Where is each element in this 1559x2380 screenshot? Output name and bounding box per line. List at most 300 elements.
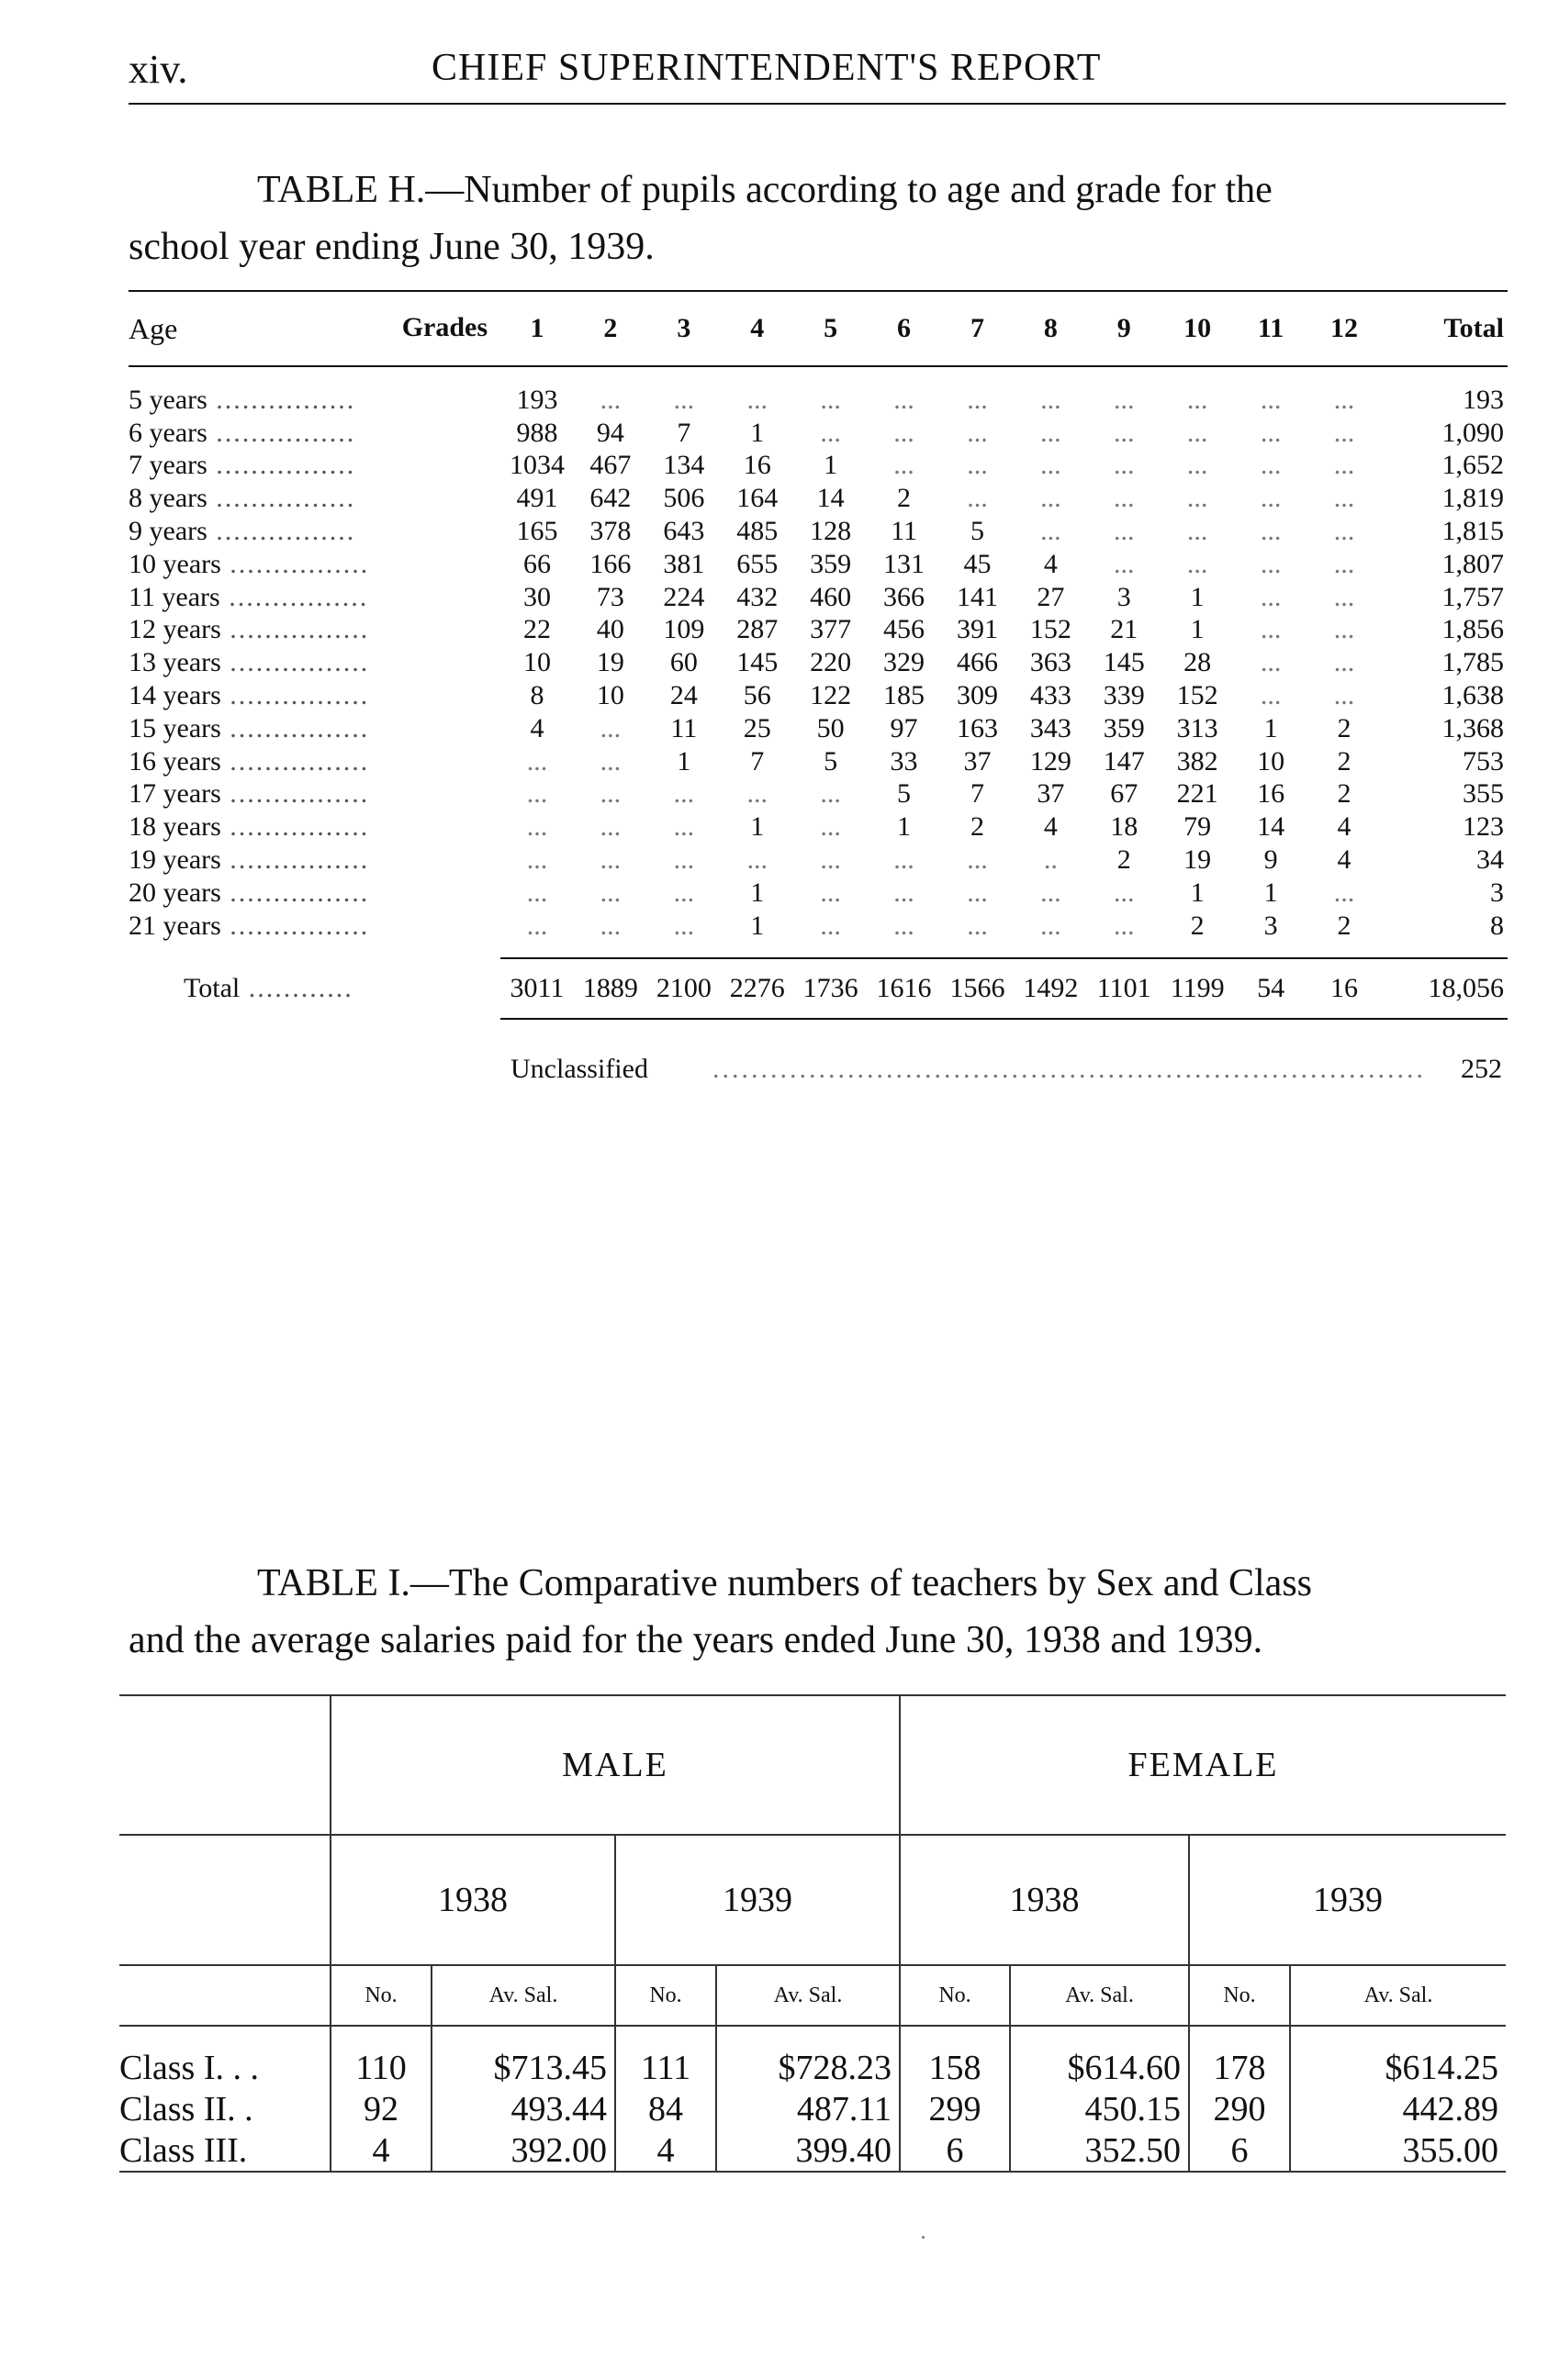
grade-header: 12 <box>1307 291 1381 366</box>
grade-cell: 2 <box>897 483 912 514</box>
age-label: 11 years <box>129 581 220 612</box>
table-h-header-row <box>129 291 1508 366</box>
grade-cell: ... <box>600 712 622 743</box>
grade-cell: 14 <box>816 483 845 514</box>
sub-header-av-sal: Av. Sal. <box>1290 1965 1506 2026</box>
grade-cell: 28 <box>1183 647 1212 678</box>
grade-cell: ... <box>1040 450 1061 481</box>
grade-cell: 18 <box>1110 811 1138 843</box>
grade-cell: ... <box>1333 483 1355 514</box>
row-total-cell: 1,785 <box>1441 647 1504 678</box>
grade-cell: 343 <box>1029 712 1071 743</box>
grade-cell: ... <box>893 910 914 941</box>
table-h-body <box>129 366 1508 1019</box>
grade-cell: ... <box>1114 450 1135 481</box>
row-total-cell: 1,368 <box>1441 712 1504 743</box>
cell-salary: 493.44 <box>432 2088 615 2129</box>
grade-cell: ... <box>820 910 841 941</box>
grade-cell: ... <box>1333 647 1355 678</box>
cell-no: 4 <box>331 2129 432 2172</box>
grade-cell: ... <box>1260 483 1282 514</box>
row-total-cell: 1,652 <box>1441 450 1504 481</box>
grade-cell: 460 <box>810 581 852 612</box>
row-total-cell: 1,856 <box>1441 614 1504 645</box>
grade-header: 5 <box>794 291 868 366</box>
grade-cell: 11 <box>891 516 917 547</box>
table-i-year-header-row <box>119 1835 1506 1965</box>
grade-header: 7 <box>940 291 1014 366</box>
age-header <box>129 291 500 366</box>
year-header: 1939 <box>615 1835 900 1965</box>
grade-cell: ... <box>820 877 841 908</box>
age-label: 6 years <box>129 417 207 448</box>
table-i-sub-header-row <box>119 1965 1506 2026</box>
leader-dots: ................ <box>207 516 356 547</box>
cell-salary: 352.50 <box>1010 2129 1189 2172</box>
grade-cell: 60 <box>669 647 698 678</box>
cell-salary: 487.11 <box>716 2088 900 2129</box>
grade-cell: ... <box>820 417 841 448</box>
table-h-caption-line2: school year ending June 30, 1939. <box>129 226 655 268</box>
table-i-caption-line1: TABLE I.—The Comparative numbers of teachers by Sex and Class <box>257 1562 1313 1604</box>
grade-cell: 25 <box>743 712 771 743</box>
grade-cell: ... <box>1040 877 1061 908</box>
grade-cell: 27 <box>1037 581 1065 612</box>
table-h-caption <box>129 162 1506 275</box>
grade-cell: ... <box>967 417 988 448</box>
grade-cell: .. <box>1043 844 1058 876</box>
grade-total-cell: 3011 <box>500 958 574 1019</box>
grade-cell: 432 <box>736 581 779 612</box>
grade-cell: 3 <box>1116 581 1131 612</box>
grade-cell: ... <box>1260 516 1282 547</box>
grade-cell: 145 <box>736 647 779 678</box>
grade-total-cell: 2276 <box>721 958 794 1019</box>
grade-cell: 467 <box>589 450 632 481</box>
grade-cell: 4 <box>1043 811 1058 843</box>
grade-cell: ... <box>820 778 841 810</box>
grade-cell: 73 <box>596 581 624 612</box>
grade-header: 3 <box>647 291 721 366</box>
grade-cell: ... <box>600 811 622 843</box>
table-i-sex-header-row <box>119 1696 1506 1835</box>
grade-cell: 9 <box>1263 844 1278 876</box>
grade-cell: 1 <box>1263 712 1278 743</box>
grade-header: 4 <box>721 291 794 366</box>
grade-header: 2 <box>574 291 647 366</box>
grade-cell: 220 <box>810 647 852 678</box>
grade-cell: 381 <box>663 548 705 579</box>
grade-cell: 79 <box>1183 811 1212 843</box>
leader-dots: ................ <box>220 712 370 743</box>
grade-cell: ... <box>893 417 914 448</box>
grade-cell: ... <box>820 384 841 415</box>
grade-cell: ... <box>673 844 695 876</box>
grade-cell: 5 <box>897 778 912 810</box>
grade-cell: 8 <box>530 680 544 711</box>
cell-no: 110 <box>331 2026 432 2088</box>
table-row <box>129 614 1508 647</box>
row-total-cell: 1,819 <box>1441 483 1504 514</box>
table-i-caption <box>129 1555 1506 1669</box>
total-label-cell <box>129 958 500 1019</box>
grade-cell: 67 <box>1110 778 1138 810</box>
grade-total-cell: 1566 <box>940 958 1014 1019</box>
grade-cell: ... <box>967 877 988 908</box>
grade-cell: 66 <box>523 548 551 579</box>
age-label-cell <box>129 515 500 548</box>
grade-header: 6 <box>868 291 941 366</box>
grade-cell: 221 <box>1176 778 1218 810</box>
sub-header-av-sal: Av. Sal. <box>1010 1965 1189 2026</box>
grade-cell: 152 <box>1029 614 1071 645</box>
grade-cell: 128 <box>810 516 852 547</box>
grade-cell: ... <box>746 778 768 810</box>
table-row <box>129 450 1508 483</box>
leader-dots: ................ <box>220 877 370 908</box>
grade-cell: 7 <box>970 778 984 810</box>
grade-cell: ... <box>1260 680 1282 711</box>
grade-cell: ... <box>1333 417 1355 448</box>
age-label: 14 years <box>129 680 221 711</box>
grade-total-cell: 54 <box>1234 958 1307 1019</box>
grade-cell: ... <box>1186 384 1208 415</box>
table-row <box>129 910 1508 943</box>
grade-cell: 4 <box>1043 548 1058 579</box>
grade-cell: 21 <box>1110 614 1138 645</box>
grade-total-cell: 1492 <box>1014 958 1087 1019</box>
grade-cell: ... <box>600 910 622 941</box>
grade-cell: 2 <box>1337 745 1352 777</box>
grade-cell: 224 <box>663 581 705 612</box>
age-label: 5 years <box>129 384 207 415</box>
grade-cell: 391 <box>956 614 998 645</box>
age-label: 18 years <box>129 811 221 843</box>
grade-cell: 506 <box>663 483 705 514</box>
grade-cell: ... <box>526 811 548 843</box>
row-total-cell: 3 <box>1490 877 1504 908</box>
grade-cell: 485 <box>736 516 779 547</box>
grade-cell: ... <box>967 844 988 876</box>
grade-cell: ... <box>820 844 841 876</box>
grade-cell: 37 <box>963 745 992 777</box>
grade-cell: ... <box>1333 548 1355 579</box>
grade-cell: 4 <box>1337 844 1352 876</box>
grade-cell: 141 <box>956 581 998 612</box>
grade-cell: ... <box>1186 516 1208 547</box>
age-label-cell <box>129 778 500 811</box>
age-label-cell <box>129 581 500 614</box>
grade-cell: ... <box>600 778 622 810</box>
spacer-row <box>129 943 1508 958</box>
grade-cell: 1 <box>750 811 765 843</box>
row-total-cell: 753 <box>1463 745 1504 777</box>
table-i-row-class-2 <box>119 2088 1506 2129</box>
grade-cell: 329 <box>883 647 925 678</box>
grade-cell: 642 <box>589 483 632 514</box>
grade-cell: ... <box>673 384 695 415</box>
table-row <box>129 366 1508 417</box>
age-label: 20 years <box>129 877 221 908</box>
year-header: 1939 <box>1189 1835 1506 1965</box>
grade-cell: 366 <box>883 581 925 612</box>
age-label-cell <box>129 877 500 910</box>
cell-salary: $713.45 <box>432 2026 615 2088</box>
leader-dots: ................ <box>220 844 370 876</box>
leader-dots: ................ <box>207 450 356 481</box>
grade-total-cell: 1101 <box>1087 958 1161 1019</box>
cell-no: 92 <box>331 2088 432 2129</box>
grade-cell: ... <box>1186 483 1208 514</box>
table-row <box>129 745 1508 778</box>
age-label-cell <box>129 482 500 515</box>
grade-cell: ... <box>1333 680 1355 711</box>
grade-header: 11 <box>1234 291 1307 366</box>
grade-cell: ... <box>1333 877 1355 908</box>
grade-header: 1 <box>500 291 574 366</box>
age-label-cell <box>129 712 500 745</box>
leader-dots: ................ <box>207 483 356 514</box>
grade-cell: 22 <box>523 614 551 645</box>
cell-salary: 355.00 <box>1290 2129 1506 2172</box>
table-row <box>129 778 1508 811</box>
grade-cell: 1 <box>897 811 912 843</box>
grade-cell: ... <box>1333 450 1355 481</box>
grade-cell: ... <box>1040 417 1061 448</box>
grade-cell: ... <box>820 811 841 843</box>
age-label-cell <box>129 450 500 483</box>
grade-cell: 1 <box>677 745 691 777</box>
grade-cell: ... <box>893 844 914 876</box>
cell-salary: 392.00 <box>432 2129 615 2172</box>
leader-dots: ................ <box>220 614 370 645</box>
grade-cell: ... <box>1333 614 1355 645</box>
grade-cell: ... <box>967 450 988 481</box>
row-label: Class II. . <box>119 2089 253 2129</box>
grade-cell: 129 <box>1029 745 1071 777</box>
grade-cell: ... <box>673 811 695 843</box>
grade-cell: ... <box>1114 548 1135 579</box>
sub-header-av-sal: Av. Sal. <box>432 1965 615 2026</box>
grade-cell: ... <box>1040 910 1061 941</box>
grade-cell: ... <box>600 745 622 777</box>
grade-cell: 11 <box>670 712 698 743</box>
grade-cell: 4 <box>530 712 544 743</box>
table-row <box>129 712 1508 745</box>
grade-cell: 131 <box>883 548 925 579</box>
table-row <box>129 548 1508 581</box>
grade-cell: 456 <box>883 614 925 645</box>
leader-dots: ................ <box>220 680 370 711</box>
grade-cell: 33 <box>890 745 918 777</box>
grade-cell: 1 <box>750 910 765 941</box>
grade-cell: ... <box>600 877 622 908</box>
grade-cell: 5 <box>824 745 838 777</box>
grade-cell: 7 <box>677 417 691 448</box>
grade-cell: ... <box>893 450 914 481</box>
grade-cell: 378 <box>589 516 632 547</box>
grade-cell: 655 <box>736 548 779 579</box>
row-total-cell: 1,757 <box>1441 581 1504 612</box>
grade-cell: 1 <box>1190 877 1205 908</box>
grade-cell: 109 <box>663 614 705 645</box>
age-label: 16 years <box>129 745 221 777</box>
leader-dots: ................ <box>220 647 370 678</box>
grade-cell: 40 <box>596 614 624 645</box>
grade-cell: 1 <box>1263 877 1278 908</box>
row-total-cell: 1,638 <box>1441 680 1504 711</box>
page-number: xiv. <box>129 47 188 92</box>
grade-cell: 16 <box>743 450 771 481</box>
grade-cell: 152 <box>1176 680 1218 711</box>
grade-cell: 7 <box>750 745 765 777</box>
grade-cell: 2 <box>1337 712 1352 743</box>
grade-cell: 466 <box>956 647 998 678</box>
grade-cell: 10 <box>523 647 551 678</box>
age-label-cell <box>129 679 500 712</box>
cell-salary: $614.60 <box>1010 2026 1189 2088</box>
grade-cell: 382 <box>1176 745 1218 777</box>
table-row <box>129 581 1508 614</box>
grade-cell: 2 <box>970 811 984 843</box>
grade-total-cell: 1199 <box>1161 958 1234 1019</box>
year-header: 1938 <box>331 1835 615 1965</box>
grade-cell: ... <box>526 877 548 908</box>
cell-no: 6 <box>900 2129 1010 2172</box>
grade-cell: ... <box>1040 516 1061 547</box>
table-row <box>129 482 1508 515</box>
cell-salary: $614.25 <box>1290 2026 1506 2088</box>
grade-cell: 2 <box>1337 778 1352 810</box>
grade-cell: 14 <box>1257 811 1285 843</box>
grade-cell: ... <box>673 910 695 941</box>
grade-cell: 97 <box>890 712 918 743</box>
leader-dots: .......................................................................... <box>712 1054 1426 1084</box>
grade-cell: 122 <box>810 680 852 711</box>
age-label-cell <box>129 548 500 581</box>
table-row <box>129 810 1508 844</box>
age-label: 10 years <box>129 548 221 579</box>
age-header-text: Age <box>129 311 178 345</box>
grade-cell: 1034 <box>510 450 565 481</box>
grade-total-cell: 1889 <box>574 958 647 1019</box>
cell-no: 84 <box>615 2088 716 2129</box>
sub-header-no: No. <box>1189 1965 1290 2026</box>
table-row <box>129 877 1508 910</box>
grade-cell: 491 <box>516 483 558 514</box>
grade-cell: 5 <box>970 516 984 547</box>
age-label: 7 years <box>129 450 207 481</box>
grade-cell: ... <box>1114 417 1135 448</box>
cell-no: 290 <box>1189 2088 1290 2129</box>
grade-cell: 19 <box>596 647 624 678</box>
grade-cell: 4 <box>1337 811 1352 843</box>
grade-cell: ... <box>1186 417 1208 448</box>
grade-cell: 30 <box>523 581 551 612</box>
grade-cell: ... <box>1114 483 1135 514</box>
grade-cell: ... <box>1260 548 1282 579</box>
total-row <box>129 958 1508 1019</box>
row-total-cell: 123 <box>1463 811 1504 843</box>
header-rule <box>129 103 1506 105</box>
grade-cell: ... <box>673 778 695 810</box>
total-label: Total <box>184 972 241 1003</box>
grade-cell: ... <box>1260 614 1282 645</box>
row-total-cell: 1,090 <box>1441 417 1504 448</box>
table-i-row-class-3 <box>119 2129 1506 2172</box>
unclassified-label: Unclassified <box>510 1054 648 1084</box>
grade-cell: ... <box>1333 516 1355 547</box>
grades-header-text: Grades <box>401 311 488 342</box>
age-label: 15 years <box>129 712 221 743</box>
grade-header: 10 <box>1161 291 1234 366</box>
age-label-cell <box>129 745 500 778</box>
male-header: MALE <box>331 1696 900 1835</box>
grade-cell: ... <box>600 384 622 415</box>
leader-dots: ................ <box>220 910 370 941</box>
grade-cell: 50 <box>816 712 845 743</box>
leader-dots: ................ <box>220 811 370 843</box>
row-total-cell: 1,815 <box>1441 516 1504 547</box>
age-label-cell <box>129 646 500 679</box>
grade-cell: ... <box>1260 581 1282 612</box>
unclassified-value: 252 <box>1461 1054 1502 1084</box>
table-row <box>129 417 1508 450</box>
grade-cell: ... <box>746 384 768 415</box>
grade-cell: ... <box>1114 910 1135 941</box>
grade-cell: 147 <box>1103 745 1145 777</box>
grade-cell: ... <box>1333 581 1355 612</box>
table-row <box>129 844 1508 877</box>
grade-cell: 24 <box>669 680 698 711</box>
cell-salary: 442.89 <box>1290 2088 1506 2129</box>
grade-cell: ... <box>526 778 548 810</box>
running-header <box>129 40 1506 92</box>
row-total-cell: 34 <box>1476 844 1504 876</box>
row-label: Class III. <box>119 2129 331 2172</box>
grade-cell: ... <box>1260 647 1282 678</box>
leader-dots: ............ <box>240 972 353 1003</box>
row-label: Class I. . . <box>119 2048 259 2087</box>
grade-cell: ... <box>893 384 914 415</box>
cell-salary: $728.23 <box>716 2026 900 2088</box>
grade-cell: 163 <box>956 712 998 743</box>
grade-cell: 94 <box>596 417 624 448</box>
grade-cell: 165 <box>516 516 558 547</box>
year-header: 1938 <box>900 1835 1189 1965</box>
grade-cell: 988 <box>516 417 558 448</box>
female-header: FEMALE <box>900 1696 1506 1835</box>
row-total-cell: 355 <box>1463 778 1504 810</box>
cell-no: 178 <box>1189 2026 1290 2088</box>
grade-cell: 2 <box>1190 910 1205 941</box>
grade-cell: 2 <box>1116 844 1131 876</box>
grade-total-cell: 2100 <box>647 958 721 1019</box>
cell-no: 4 <box>615 2129 716 2172</box>
grade-cell: ... <box>746 844 768 876</box>
table-row <box>129 679 1508 712</box>
age-label-cell <box>129 366 500 417</box>
grade-cell: 1 <box>824 450 838 481</box>
grade-cell: ... <box>600 844 622 876</box>
cell-no: 6 <box>1189 2129 1290 2172</box>
grade-cell: 56 <box>743 680 771 711</box>
cell-no: 158 <box>900 2026 1010 2088</box>
grade-cell: 359 <box>810 548 852 579</box>
grade-cell: 19 <box>1183 844 1212 876</box>
cell-no: 299 <box>900 2088 1010 2129</box>
grade-cell: ... <box>1114 877 1135 908</box>
